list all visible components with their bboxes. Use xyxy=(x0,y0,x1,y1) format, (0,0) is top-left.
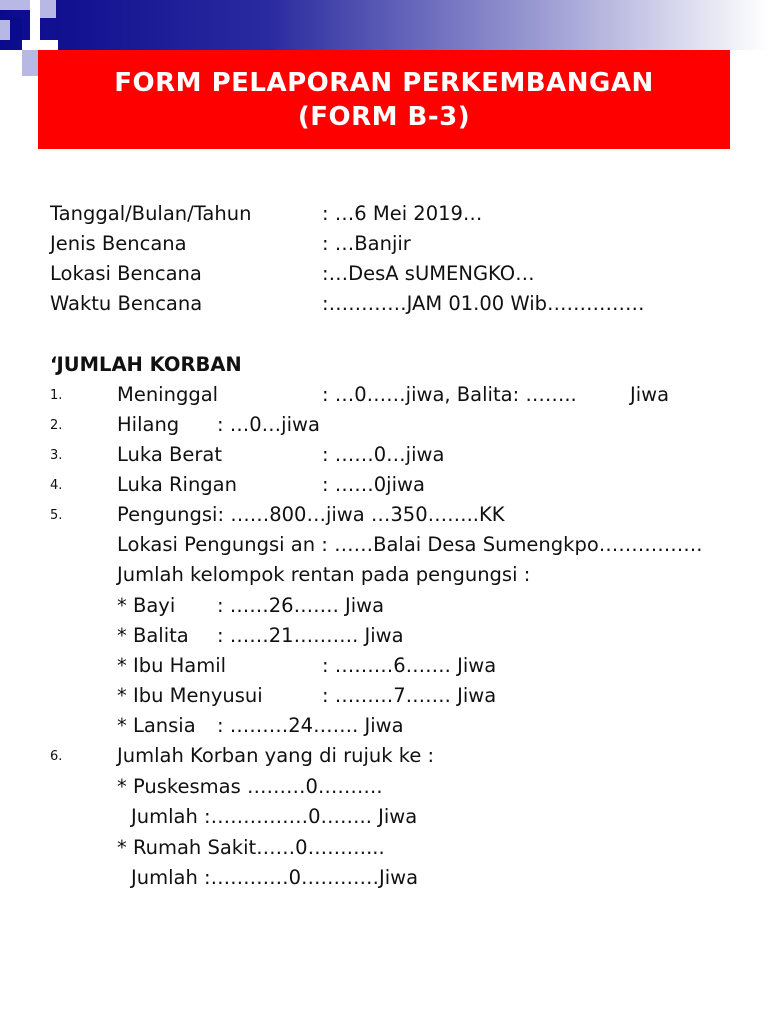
decorative-square xyxy=(0,0,30,10)
decorative-square xyxy=(22,76,38,90)
item-text-lokasi-pengungsi: Lokasi Pengungsi an : ……Balai Desa Sumengkpo……………. xyxy=(117,533,703,556)
rentan-value-balita: : ……21………. Jiwa xyxy=(217,624,404,647)
rentan-label-lansia: * Lansia xyxy=(117,714,196,737)
form-title: FORM PELAPORAN PERKEMBANGAN xyxy=(114,67,654,98)
rentan-value-ibu-hamil: : ………6……. Jiwa xyxy=(322,654,497,677)
rujuk-rumah-sakit: * Rumah Sakit……0………... xyxy=(117,836,385,859)
item-unit-meninggal: Jiwa xyxy=(630,383,670,406)
item-label-luka-berat: Luka Berat xyxy=(117,443,222,466)
item-number: 4. xyxy=(50,478,63,493)
decorative-gradient-bar xyxy=(0,0,768,50)
item-number: 3. xyxy=(50,448,63,463)
info-value-tanggal: : …6 Mei 2019… xyxy=(322,202,483,225)
item-text-kelompok-rentan: Jumlah kelompok rentan pada pengungsi : xyxy=(117,563,531,586)
decorative-square xyxy=(22,40,58,50)
item-text-pengungsi: Pengungsi: ……800…jiwa …350……..KK xyxy=(117,503,505,526)
decorative-square xyxy=(40,0,56,18)
rentan-value-bayi: : ……26……. Jiwa xyxy=(217,594,385,617)
item-number: 6. xyxy=(50,749,63,764)
item-value-luka-ringan: : ……0jiwa xyxy=(322,473,425,496)
item-value-meninggal: : …0……jiwa, Balita: …….. xyxy=(322,383,577,406)
info-value-lokasi: :…DesA sUMENGKO… xyxy=(322,262,535,285)
info-label-lokasi: Lokasi Bencana xyxy=(50,262,202,285)
item-number: 5. xyxy=(50,508,63,523)
rentan-value-ibu-menyusui: : ………7……. Jiwa xyxy=(322,684,497,707)
item-number: 2. xyxy=(50,418,63,433)
rentan-label-balita: * Balita xyxy=(117,624,189,647)
decorative-square xyxy=(10,18,22,40)
item-label-luka-ringan: Luka Ringan xyxy=(117,473,237,496)
decorative-square xyxy=(0,20,10,40)
info-label-tanggal: Tanggal/Bulan/Tahun xyxy=(50,202,252,225)
item-text-rujuk: Jumlah Korban yang di rujuk ke : xyxy=(117,744,435,767)
item-value-hilang: : …0…jiwa xyxy=(217,413,320,436)
rentan-label-ibu-hamil: * Ibu Hamil xyxy=(117,654,227,677)
rujuk-rumah-sakit-jumlah: Jumlah :…………0…………Jiwa xyxy=(131,866,419,889)
form-subtitle: (FORM B-3) xyxy=(297,101,471,132)
info-label-jenis: Jenis Bencana xyxy=(50,232,187,255)
item-label-meninggal: Meninggal xyxy=(117,383,219,406)
decorative-square xyxy=(22,50,38,76)
rentan-value-lansia: : ………24……. Jiwa xyxy=(217,714,404,737)
item-number: 1. xyxy=(50,388,63,403)
item-label-hilang: Hilang xyxy=(117,413,180,436)
info-value-waktu: :…………JAM 01.00 Wib…………… xyxy=(322,292,645,315)
info-value-jenis: : …Banjir xyxy=(322,232,411,255)
rujuk-puskesmas: * Puskesmas ………0………. xyxy=(117,775,383,798)
form-title-banner xyxy=(38,50,730,149)
item-value-luka-berat: : ……0…jiwa xyxy=(322,443,445,466)
rentan-label-bayi: * Bayi xyxy=(117,594,176,617)
rentan-label-ibu-menyusui: * Ibu Menyusui xyxy=(117,684,263,707)
rujuk-puskesmas-jumlah: Jumlah :……………0…….. Jiwa xyxy=(131,805,418,828)
info-label-waktu: Waktu Bencana xyxy=(50,292,203,315)
section-heading: ‘JUMLAH KORBAN xyxy=(50,353,242,376)
